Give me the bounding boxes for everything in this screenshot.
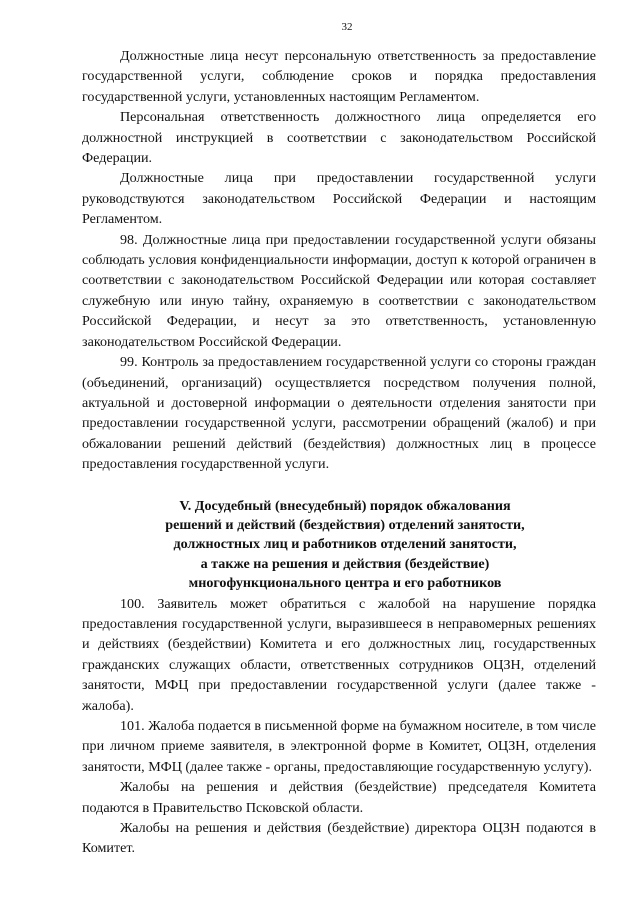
section-heading-line: решений и действий (бездействия) отделений занятости,: [165, 516, 525, 533]
paragraph-98: 98. Должностные лица при предоставлении государственной услуги обязаны соблюдать условия конфиденциальности информации, доступ к которой ограничен в соответствии с законодательством Российской Федерации или которая составляет служебную или иную тайну, охраняемую в соответствии с законодательством Российской Федерации, и несут за это ответственность, установленную законодательством Российской Федерации.: [82, 231, 596, 350]
section-heading-line: многофункционального центра и его работников: [188, 575, 502, 592]
paragraph-officials-guided: Должностные лица при предоставлении государственной услуги руководствуются законодательством Российской Федерации и настоящим Регламентом.: [82, 170, 596, 228]
paragraph-99: 99. Контроль за предоставлением государственной услуги со стороны граждан (объединений, организаций) осуществляется посредством получения полной, актуальной и достоверной информации о деятельности отделения занятости при предоставлении государственной услуги, рассмотрении обращений (жалоб) и при обжаловании решений действий (бездействия) должностных лиц в процессе предоставления государственной услуги.: [82, 354, 596, 473]
paragraph-101: 101. Жалоба подается в письменной форме на бумажном носителе, в том числе при личном приеме заявителя, в электронной форме в Комитет, ОЦЗН, отделения занятости, МФЦ (далее также - органы, предоставляющие государственную услугу).: [82, 718, 596, 775]
paragraph-director-complaints: Жалобы на решения и действия (бездействие) директора ОЦЗН подаются в Комитет.: [82, 820, 596, 857]
section-heading-line: а также на решения и действия (бездействие): [200, 555, 490, 572]
section-heading: [82, 497, 596, 594]
paragraph-personal-responsibility: Персональная ответственность должностного лица определяется его должностной инструкцией в соответствии с законодательством Российской Федерации.: [82, 109, 596, 167]
paragraph-responsibility: Должностные лица несут персональную ответственность за предоставление государственной услуги, соблюдение сроков и порядка предоставления государственной услуги, установленных настоящим Регламентом.: [82, 48, 596, 105]
paragraph-100: 100. Заявитель может обратиться с жалобой на нарушение порядка предоставления государственной услуги, выразившееся в неправомерных решениях и действиях (бездействии) Комитета и его должностных лиц, государственных гражданских служащих области, ответственных сотрудников ОЦЗН, отделений занятости, МФЦ при предоставлении государственной услуги (далее также - жалоба).: [82, 595, 596, 714]
section-heading-line: должностных лиц и работников отделений занятости,: [173, 536, 517, 553]
paragraph-chairman-complaints: Жалобы на решения и действия (бездействие) председателя Комитета подаются в Правительство Псковской области.: [82, 779, 596, 816]
page-number: 32: [341, 21, 353, 33]
section-heading-line: V. Досудебный (внесудебный) порядок обжалования: [179, 497, 511, 514]
